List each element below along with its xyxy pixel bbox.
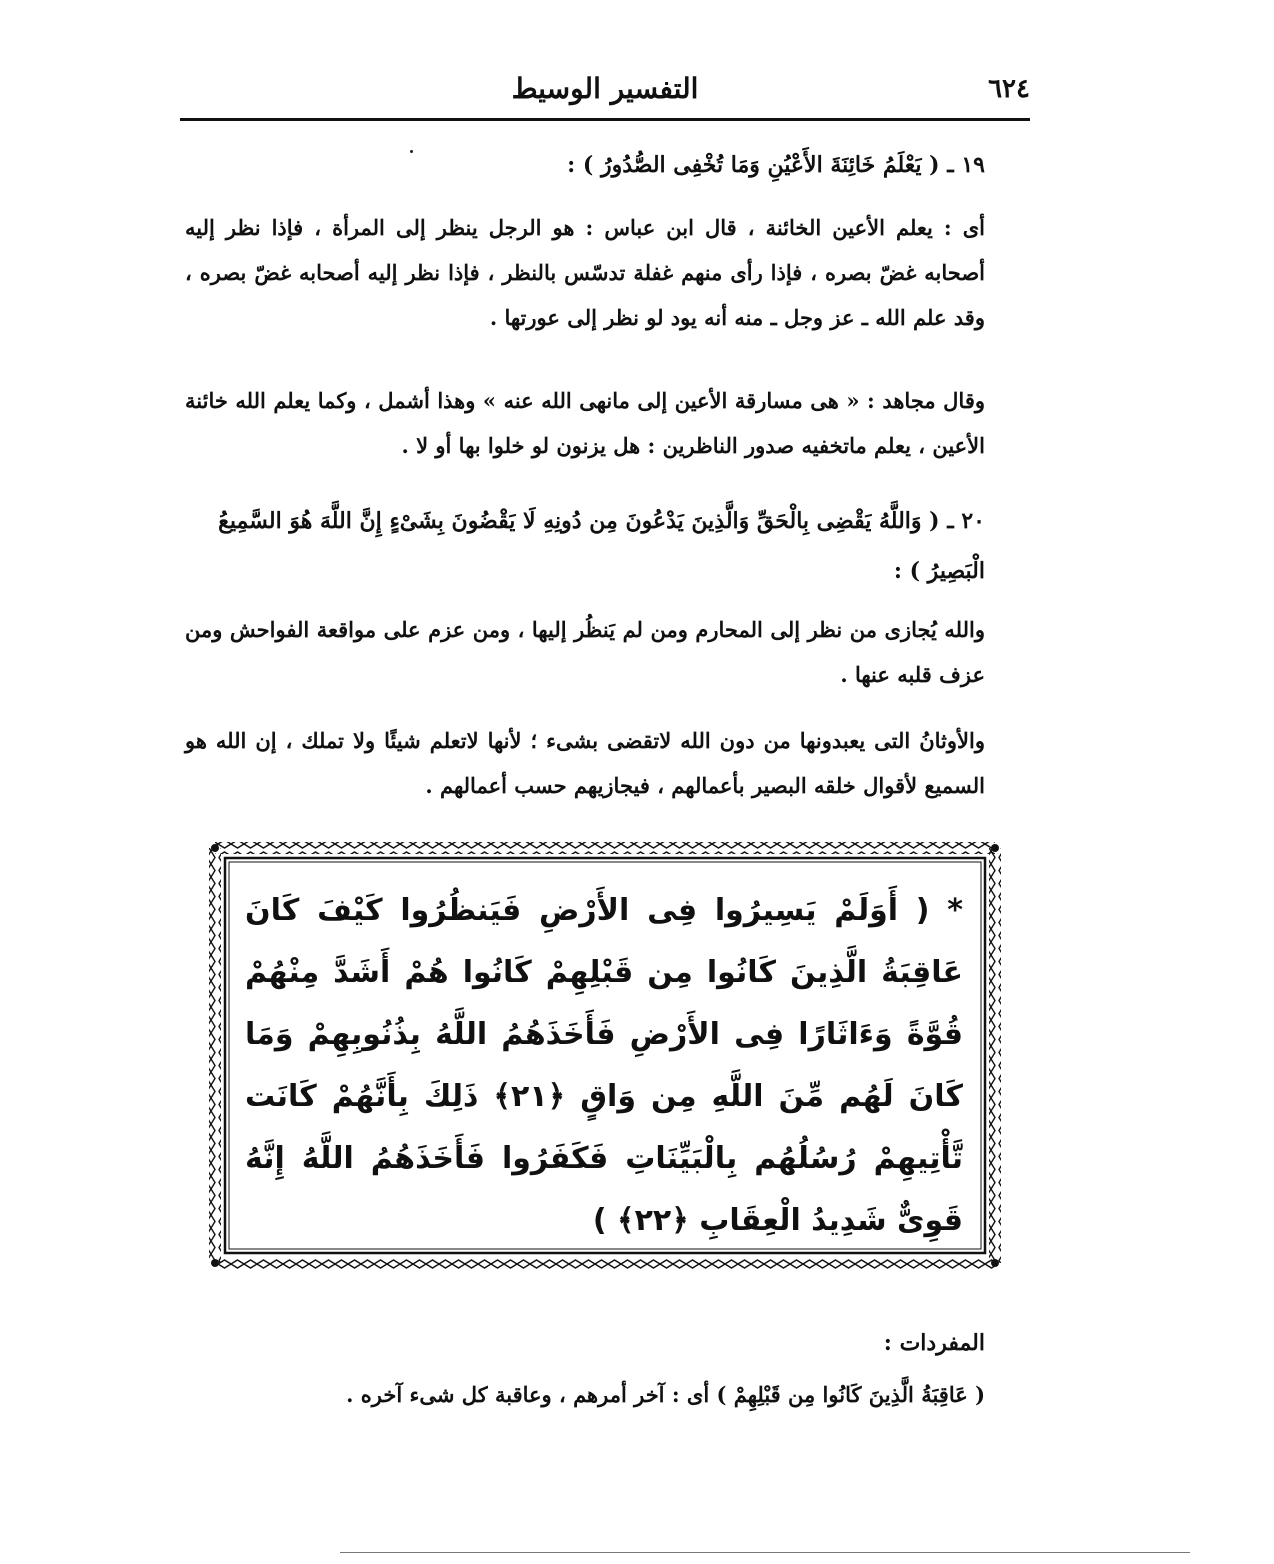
verse-20-line-2: الْبَصِيرُ ) :: [893, 558, 985, 584]
paragraph-1: أى : يعلم الأعين الخائنة ، قال ابن عباس : هو الرجل ينظر إلى المرأة ، فإذا نظر إليه أصحابه غضّ بصره ، فإذا رأى منهم غفلة تدسّس بالنظر ، فإذا نظر إليه أصحابه غضّ بصره ، وقد علم الله ـ عز وجل ـ منه أنه يود لو نظر إلى عورتها .: [185, 215, 985, 330]
verse-19-heading: ١٩ ـ ( يَعْلَمُ خَائِنَةَ الأَعْيُنِ وَمَا تُخْفِى الصُّدُورُ ) :: [567, 152, 985, 178]
paragraph-2: وقال مجاهد : « هى مسارقة الأعين إلى مانهى الله عنه » وهذا أشمل ، وكما يعلم الله خائنة الأعين ، يعلم ماتخفيه صدور الناظرين : هل يزنون لو خلوا بها أو لا .: [185, 388, 985, 458]
verse-20-line-1: ٢٠ ـ ( وَاللَّهُ يَقْضِى بِالْحَقِّ وَالَّذِينَ يَدْعُونَ مِن دُونِهِ لَا يَقْضُونَ بِشَىْءٍ إِنَّ اللَّهَ هُوَ السَّمِيعُ: [218, 508, 985, 534]
running-title: التفسير الوسيط: [511, 72, 699, 105]
header-rule: [180, 118, 1030, 121]
vocabulary-heading: المفردات :: [883, 1330, 985, 1356]
quran-verses-21-22: * ( أَوَلَمْ يَسِيرُوا فِى الأَرْضِ فَيَنظُرُوا كَيْفَ كَانَ عَاقِبَةُ الَّذِينَ كَانُوا مِن قَبْلِهِمْ كَانُوا هُمْ أَشَدَّ مِنْهُمْ قُوَّةً وَءَاثَارًا فِى الأَرْضِ فَأَخَذَهُمُ اللَّهُ بِذُنُوبِهِمْ وَمَا كَانَ لَهُم مِّنَ اللَّهِ مِن وَاقٍ ﴿٢١﴾ ذَلِكَ بِأَنَّهُمْ كَانَت تَّأْتِيهِمْ رُسُلُهُم بِالْبَيِّنَاتِ فَكَفَرُوا فَأَخَذَهُمُ اللَّهُ إِنَّهُ قَوِىٌّ شَدِيدُ الْعِقَابِ ﴿٢٢﴾ ): [245, 893, 963, 1238]
paragraph-4: والأوثانُ التى يعبدونها من دون الله لاتقضى بشىء ؛ لأنها لاتعلم شيئًا ولا تملك ، إن الله هو السميع لأقوال خلقه البصير بأعمالهم ، فيجازيهم حسب أعمالهم .: [185, 728, 985, 798]
page-header: [180, 70, 1030, 122]
page-number: ٦٢٤: [988, 74, 1030, 104]
quran-verse-frame: [205, 838, 1005, 1273]
vocabulary-entry: ( عَاقِبَةُ الَّذِينَ كَانُوا مِن قَبْلِهِمْ ) أى : آخر أمرهم ، وعاقبة كل شىء آخره .: [346, 1382, 985, 1407]
paragraph-3: والله يُجازى من نظر إلى المحارم ومن لم يَنظُر إليها ، ومن عزم على مواقعة الفواحش ومن عزف قلبه عنها .: [185, 617, 985, 687]
footer-rule: [340, 1552, 1190, 1553]
